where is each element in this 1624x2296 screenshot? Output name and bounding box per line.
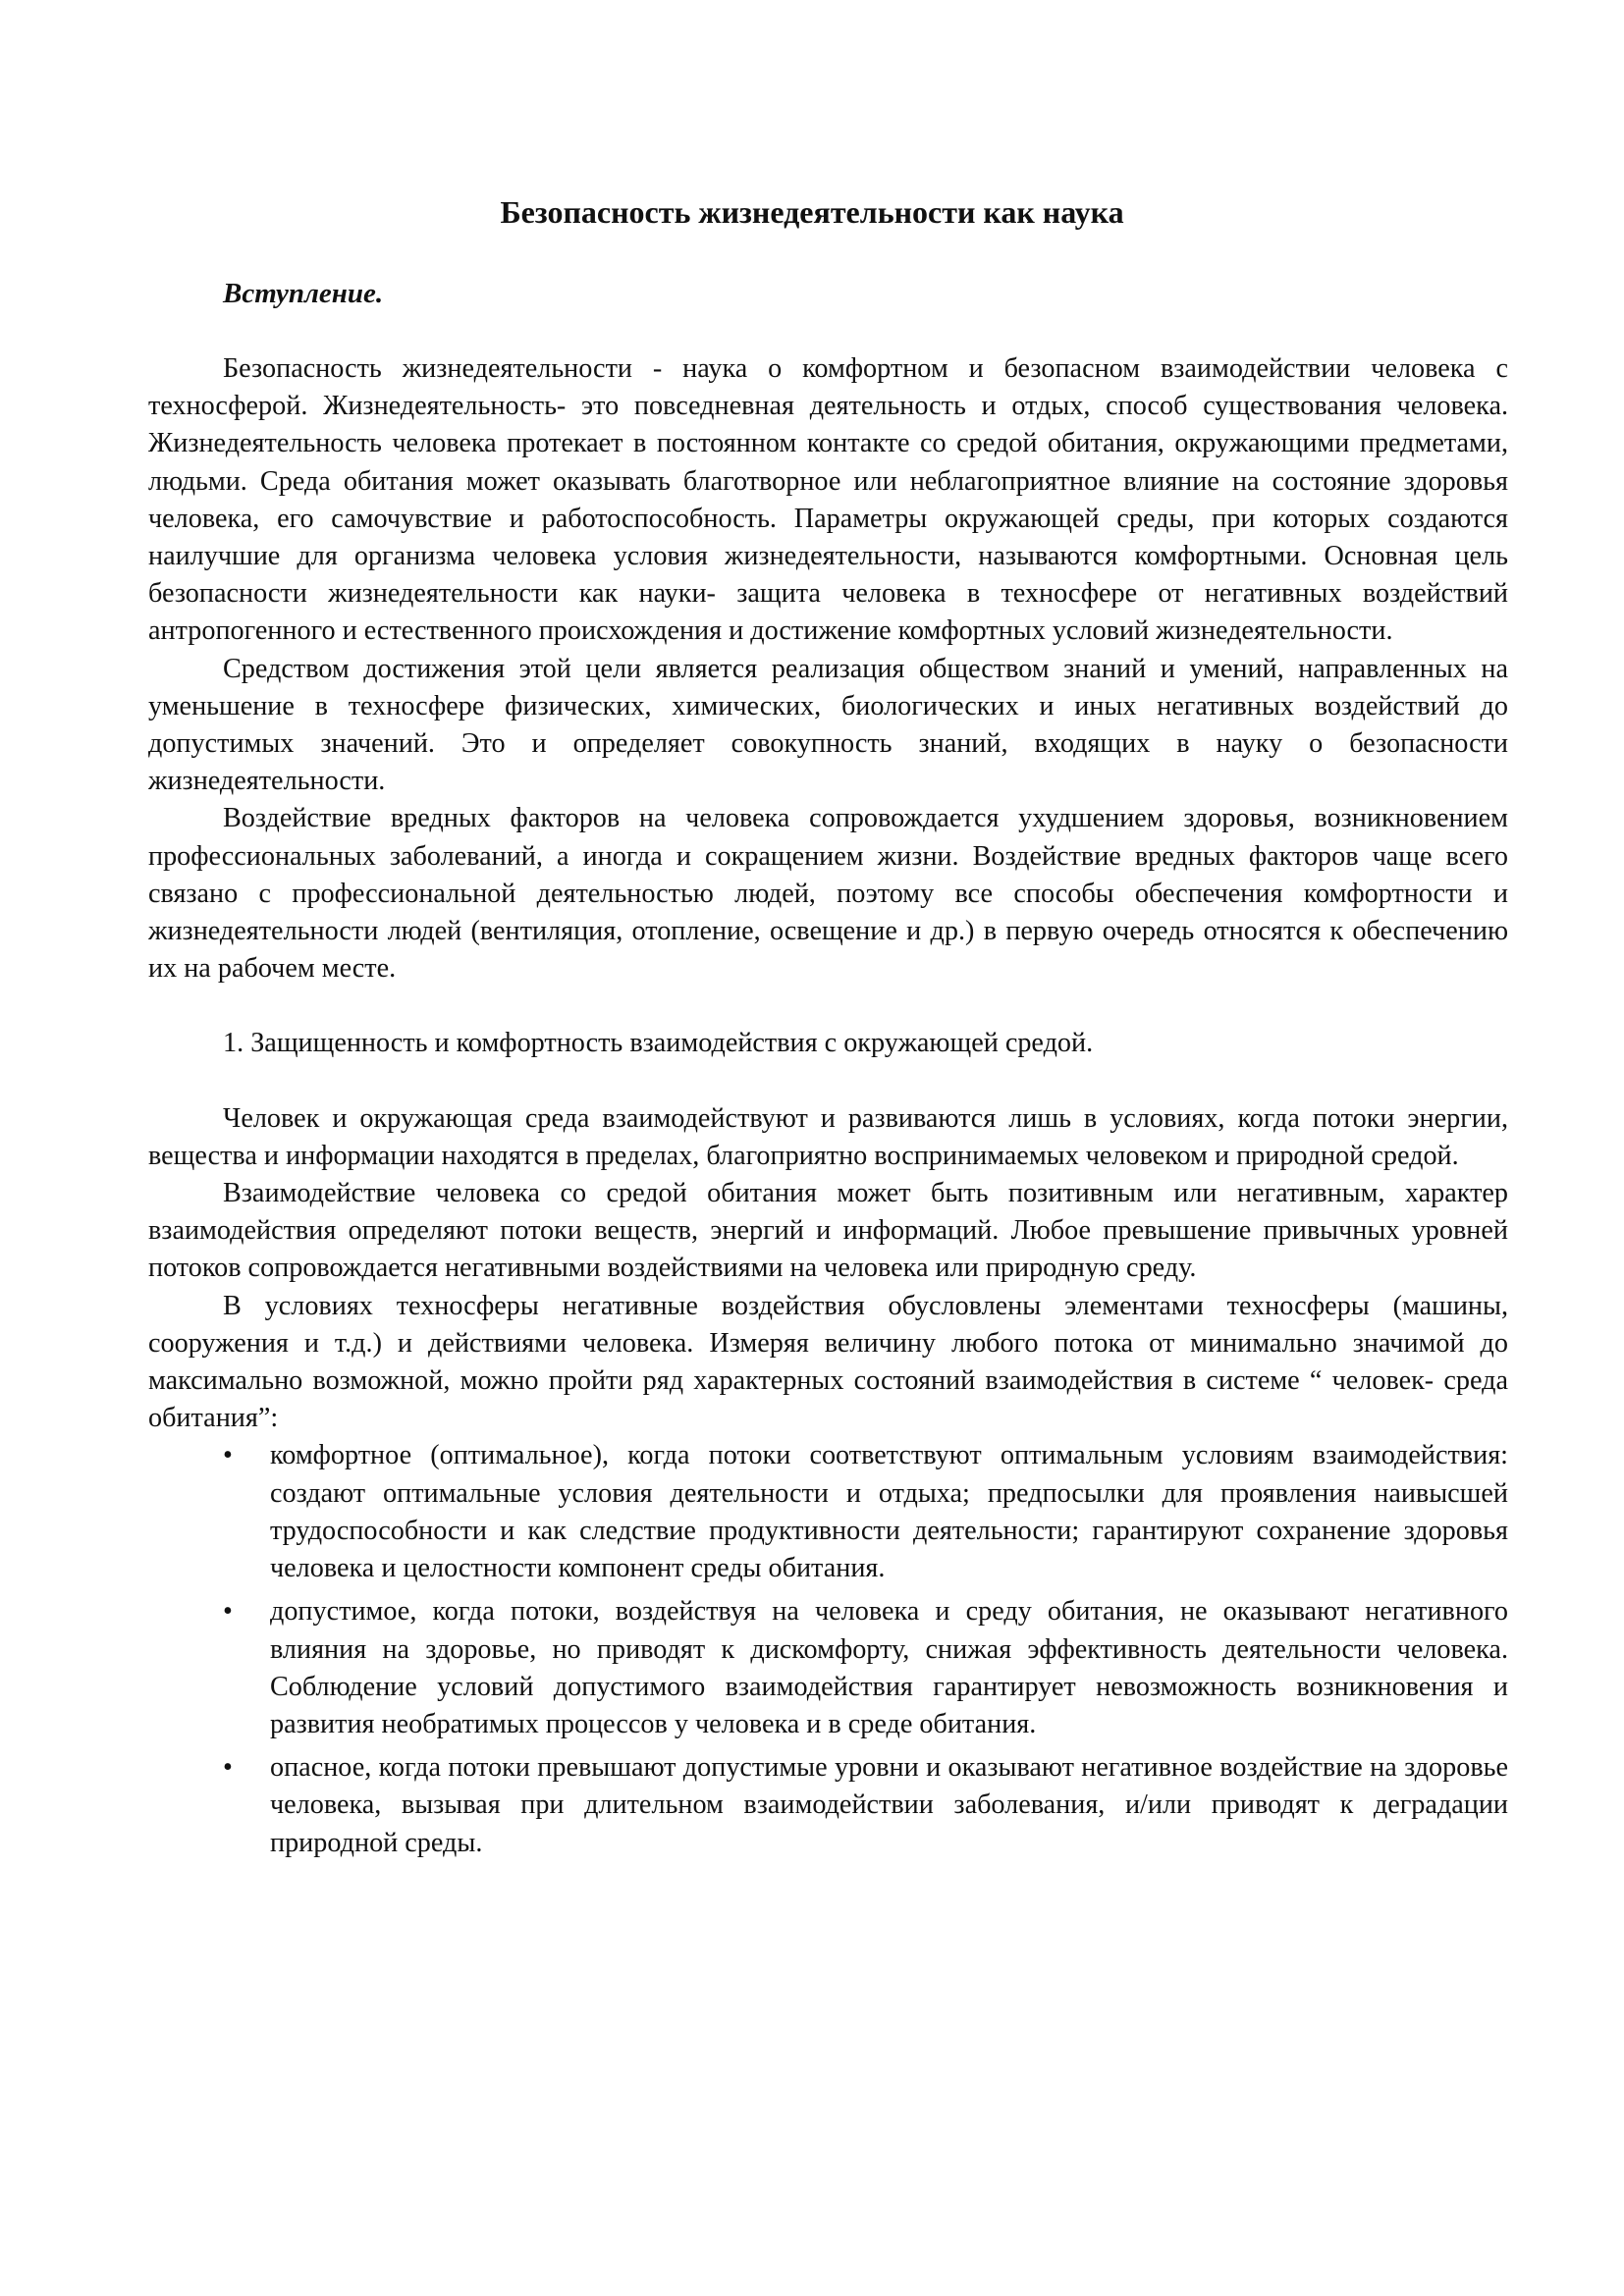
paragraph-intro-1: Безопасность жизнедеятельности - наука о комфортном и безопасном взаимодействии человека с техносферой. Жизнедеятельность- это повседневная деятельность и отдых, способ существования человека. Жизнедеятельность человека протекает в постоянном контакте со средой обитания, окружающими предметами, людьми. Среда обитания может оказывать благотворное или неблагоприятное влияние на состояние здоровья человека, его самочувствие и работоспособность. Параметры окружающей среды, при которых создаются наилучшие для организма человека условия жизнедеятельности, называются комфортными. Основная цель безопасности жизнедеятельности как науки- защита человека в техносфере от негативных воздействий антропогенного и естественного происхождения и достижение комфортных условий жизнедеятельности. [148,353,1508,647]
paragraph-intro-3: Воздействие вредных факторов на человека сопровождается ухудшением здоровья, возникновением профессиональных заболеваний, а иногда и сокращением жизни. Воздействие вредных факторов чаще всего связано с профессиональной деятельностью людей, поэтому все способы обеспечения комфортности и жизнедеятельности людей (вентиляция, отопление, освещение и др.) в первую очередь относятся к обеспечению их на рабочем месте. [148,803,1508,985]
intro-heading: Вступление. [223,278,384,309]
bullet-icon: • [223,1752,233,1784]
states-list [148,1437,1508,1861]
list-item [148,1437,1508,1587]
section-heading: 1. Защищенность и комфортность взаимодействия с окружающей средой. [223,1028,1094,1059]
list-item-text: комфортное (оптимальное), когда потоки соответствуют оптимальным условиям взаимодействия: создают оптимальные условия деятельности и отдыха; предпосылки для проявления наивысшей трудоспособности и как следствие продуктивности деятельности; гарантируют сохранение здоровья человека и целостности компонент среды обитания. [270,1440,1508,1584]
list-item-text: допустимое, когда потоки, воздействуя на человека и среду обитания, не оказывают негативного влияния на здоровье, но приводят к дискомфорту, снижая эффективность деятельности человека. Соблюдение условий допустимого взаимодействия гарантирует невозможность возникновения и развития необратимых процессов у человека и в среде обитания. [270,1596,1508,1739]
list-item [148,1593,1508,1743]
bullet-icon: • [223,1440,233,1471]
paragraph-section-2: Взаимодействие человека со средой обитания может быть позитивным или негативным, характер взаимодействия определяют потоки веществ, энергий и информаций. Любое превышение привычных уровней потоков сопровождается негативными воздействиями на человека или природную среду. [148,1178,1508,1284]
paragraph-section-3: В условиях техносферы негативные воздействия обусловлены элементами техносферы (машины, сооружения и т.д.) и действиями человека. Измеряя величину любого потока от минимально значимой до максимально возможной, можно пройти ряд характерных состояний взаимодействия в системе “ человек- среда обитания”: [148,1290,1508,1434]
paragraph-section-1: Человек и окружающая среда взаимодействуют и развиваются лишь в условиях, когда потоки энергии, вещества и информации находятся в пределах, благоприятно воспринимаемых человеком и природной средой. [148,1102,1508,1171]
list-item-text: опасное, когда потоки превышают допустимые уровни и оказывают негативное воздействие на здоровье человека, вызывая при длительном взаимодействии заболевания, и/или приводят к деградации природной среды. [270,1752,1508,1858]
document-title: Безопасность жизнедеятельности как наука [500,194,1124,230]
list-item [148,1749,1508,1862]
document-body [148,350,1508,1868]
bullet-icon: • [223,1596,233,1628]
paragraph-intro-2: Средством достижения этой цели является реализация обществом знаний и умений, направленных на уменьшение в техносфере физических, химических, биологических и иных негативных воздействий до допустимых значений. Это и определяет совокупность знаний, входящих в науку о безопасности жизнедеятельности. [148,653,1508,797]
